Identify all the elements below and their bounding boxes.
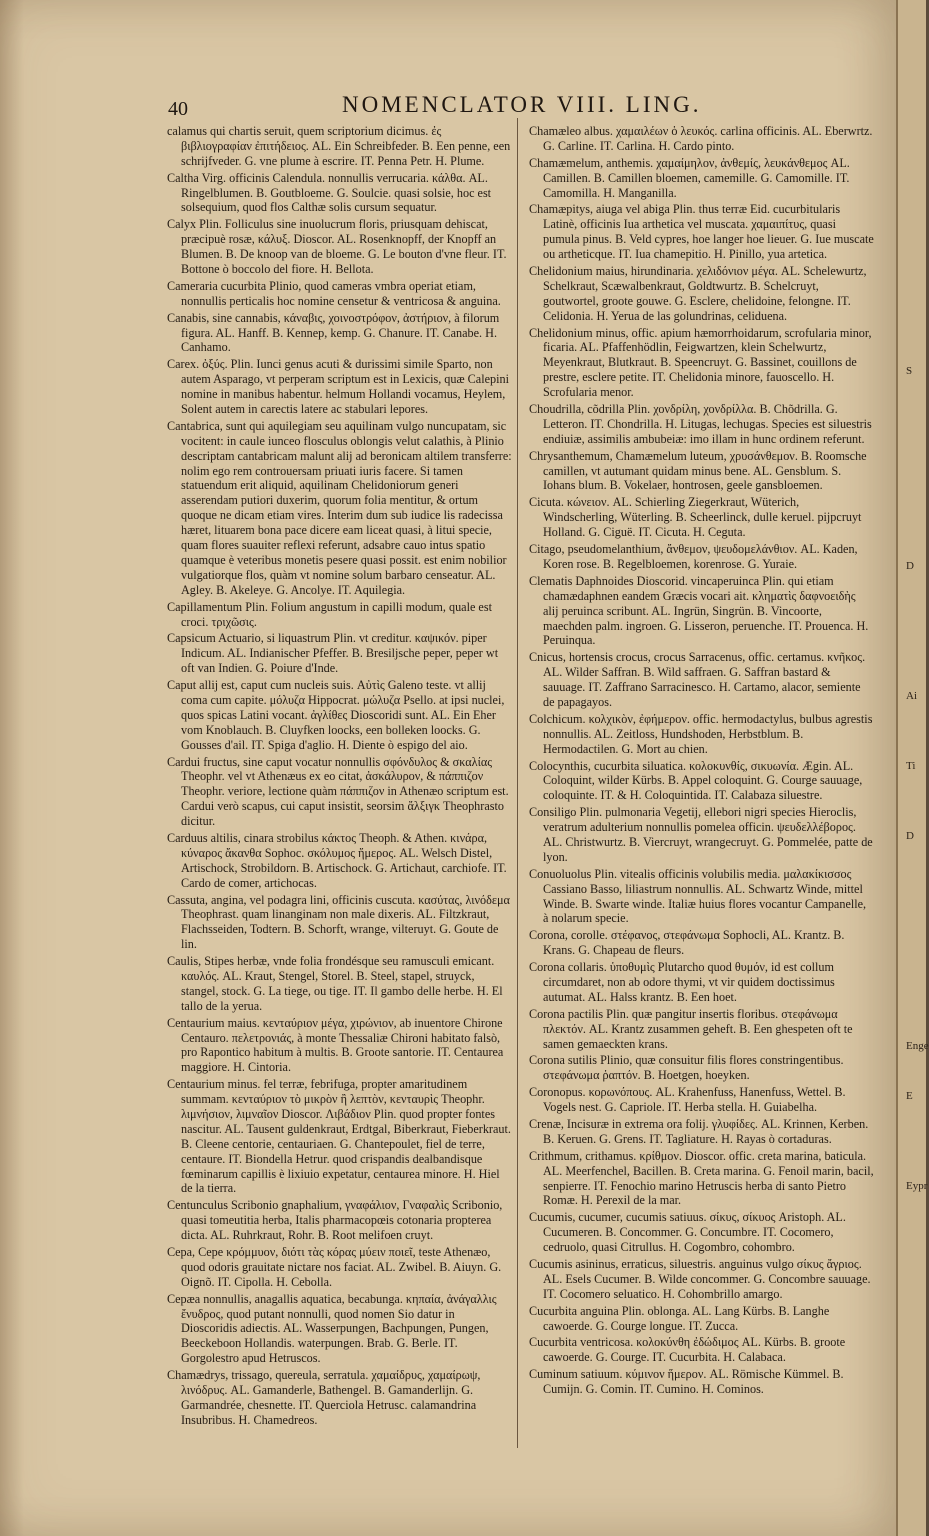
dictionary-entry: Cucumis asininus, erraticus, siluestris. anguinus vulgo σίκυς ἄγριος. AL. Esels Cucumer. B. Wilde concommer. G. Concombre sauuage. IT. Cocomero seluatico. H. Cohombrillo amargo. bbox=[529, 1257, 871, 1301]
next-page-fragment: Ti bbox=[906, 760, 916, 772]
dictionary-entry: Caulis, Stipes herbæ, vnde folia frondésque seu ramusculi emicant. καυλός. AL. Kraut, Stengel, Storel. B. Steel, stapel, struyck, stangel, stock. G. La tiege, ou tige. IT. Il gambo delle herbe. H. El tallo de la yerua. bbox=[167, 954, 503, 1013]
dictionary-entry: Cepæa nonnullis, anagallis aquatica, becabunga. κηπαία, ἀνάγαλλις ἔνυδρος, quod putant nonnulli, quod nomen Sio datur in Dioscoridis adiectis. AL. Wasserpungen, Bachpungen, Pungen, Beeckeboon Hollandis. waterpungen. Brab. G. Berle. IT. Gorgolestro apud Hetruscos. bbox=[167, 1291, 497, 1366]
dictionary-entry: Cassuta, angina, vel podagra lini, officinis cuscuta. κασύτας, λινόδεμα Theophrast. quam linanginam non male dixeris. AL. Filtzkraut, Flachsseiden, Todtern. B. Schorft, wrange, vilteruyt. G. Goute de lin. bbox=[167, 892, 510, 952]
dictionary-entry: Centunculus Scribonio gnaphalium, γναφάλιον, Γναφαλὶς Scribonio, quasi tomeutitia herba, Italis pharmacopœis cotonaria propterea dicta. AL. Ruhrkraut, Rohr. B. Root melifoen cruyt. bbox=[167, 1198, 503, 1243]
dictionary-entry: Citago, pseudomelanthium, ἄνθεμον, ψευδομελάνθιον. AL. Kaden, Koren rose. B. Regelbloemen, korenrose. G. Yuraie. bbox=[529, 542, 858, 571]
right-column bbox=[529, 124, 874, 1399]
dictionary-entry: Cucurbita ventricosa. κολοκύνθη ἐδώδιμος AL. Kürbs. B. groote cawoerde. G. Courge. IT. Cucurbita. H. Calabaca. bbox=[529, 1335, 846, 1365]
dictionary-entry: Consiligo Plin. pulmonaria Vegetij, ellebori nigri species Hieroclis, veratrum adulterium nonnullis pomelea officin. ψευδελλέβορος. AL. Christwurtz. B. Viercruyt, wrangecruyt. G. Pommelée, patte de lyon. bbox=[529, 805, 873, 864]
dictionary-entry: Cameraria cucurbita Plinio, quod cameras vmbra operiat etiam, nonnullis perticalis hoc nomine censetur & ventricosa & anguina. bbox=[167, 278, 501, 308]
dictionary-entry: Chelidonium maius, hirundinaria. χελιδόνιον μέγα. AL. Schelewurtz, Schelkraut, Scæwalbenkraut, Goldtwurtz. B. Schelcruyt, goutwortel, groote gouwe. G. Esclere, chelidoine, felongne. IT. Celidonia. H. Yerua de las golundrinas, celiduena. bbox=[529, 264, 867, 323]
page-number: 40 bbox=[168, 98, 188, 120]
next-page-fragment: D bbox=[906, 830, 914, 842]
dictionary-entry: Crithmum, crithamus. κρίθμον. Dioscor. offic. creta marina, baticula. AL. Meerfenchel, Bacillen. B. Creta marina. G. Fenoil marin, bacil, senpierre. IT. Fenochio marino Hetruscis herba di santo Pietro Romæ. H. Perexil de la mar. bbox=[529, 1148, 874, 1208]
dictionary-entry: Centaurium minus. fel terræ, febrifuga, propter amaritudinem summam. κενταύριον τὸ μικρὸν ἢ λεπτὸν, κενταυρὶς Theophr. λιμνήσιον, λιμναῖον Dioscor. Λιβάδιον Plin. quod propter fontes nascitur. AL. Tausent guldenkraut, Erdtgal, Biberkraut, Fieberkraut. B. Cleene centorie, centauriaen. G. Chantepoulet, fiel de terre, centaure. IT. Biondella Hetrur. quod crispandis dealbandisque fœminarum capillis è lixiuio expetatur, centaurea minore. H. Hiel de la tierra. bbox=[167, 1077, 511, 1196]
dictionary-entry: Corona, corolle. στέφανος, στεφάνωμα Sophocli, AL. Krantz. B. Krans. G. Chapeau de fleurs. bbox=[529, 928, 845, 958]
dictionary-entry: Chamæmelum, anthemis. χαμαίμηλον, ἀνθεμίς, λευκάνθεμος AL. Camillen. B. Camillen bloemen, camemille. G. Camomille. IT. Camomilla. H. Manganilla. bbox=[529, 155, 850, 200]
next-page-fragment: S bbox=[906, 365, 913, 377]
gutter-shadow bbox=[0, 0, 24, 1536]
dictionary-entry: Coronopus. κορωνόπους. AL. Krahenfuss, Hanenfuss, Wettel. B. Vogels nest. G. Capriole. IT. Herba stella. H. Guiabelha. bbox=[529, 1085, 846, 1115]
next-page-fragment: E bbox=[906, 1090, 913, 1102]
dictionary-entry: Cardui fructus, sine caput vocatur nonnullis σφόνδυλος & σκαλίας Theophr. vel vt Athenæus ex eo citat, ἀσκάλυρον, & πάππιζον Theophr. veriore, lectione quàm πάππιζον in Athenæo scriptum est. Cardui verò scapus, cui caput insistit, seorsim ἄλξιγκ Theophrasto dicitur. bbox=[167, 754, 509, 829]
dictionary-entry: Calyx Plin. Folliculus sine inuolucrum floris, priusquam dehiscat, præcipuè rosæ, κάλυξ. Dioscor. AL. Rosenknopff, der Knopff an Blumen. B. De knoop van de bloeme. G. Le bouton d'vne fleur. IT. Bottone ò boccolo del fiore. H. Bellota. bbox=[167, 217, 507, 277]
next-page-fragment: Eypr bbox=[906, 1180, 928, 1192]
dictionary-entry: Choudrilla, cõdrilla Plin. χονδρίλη, χονδρίλλα. B. Chõdrilla. G. Letteron. IT. Chondrilla. H. Litugas, lechugas. Species est siluestris endiuiæ, assimilis ambubeiæ: imo illam in hunc ordinem referunt. bbox=[529, 402, 872, 446]
dictionary-entry: Caput allij est, caput cum nucleis suis. Αὐτὶς Galeno teste. vt allij coma cum capite. μόλυζα Hippocrat. μώλυζα Psello. at ipsi nuclei, quos spicas Latini vocant. ἀγλίθες Dioscoridi sunt. AL. Ein Eher vom Knoblauch. B. Cluyfken loocks, een bolleken loocks. G. Gousses d'ail. IT. Spiga d'aglio. H. Diente ò espigo del aio. bbox=[167, 678, 505, 752]
column-divider bbox=[517, 118, 518, 1448]
dictionary-entry: Canabis, sine cannabis, κάναβις, χοινοστρόφον, ἀστήριον, à filorum figura. AL. Hanff. B. Kennep, kemp. G. Chanure. IT. Canabe. H. Canhamo. bbox=[167, 310, 500, 355]
dictionary-entry: Clematis Daphnoides Dioscorid. vincaperuinca Plin. qui etiam chamædaphnen eandem Græcis vocari ait. κληματὶς δαφνοειδὴς alij peruinca scribunt. AL. Ingrün, Singrün. B. Vincoorte, maechden palm. ingroen. G. Lisseron, peruenche. IT. Prouenca. H. Peruinqua. bbox=[529, 573, 869, 648]
dictionary-entry: Capsicum Actuario, si liquastrum Plin. vt creditur. καψικόν. piper Indicum. AL. Indianischer Pfeffer. B. Bresiljsche peper, peper wt oft van Indien. G. Poiure d'Inde. bbox=[167, 631, 499, 676]
running-title: NOMENCLATOR VIII. LING. bbox=[342, 92, 702, 117]
adjacent-page-edge bbox=[896, 0, 929, 1536]
dictionary-entry: Chamæpitys, aiuga vel abiga Plin. thus terræ Eid. cucurbitularis Latinè, officinis Iua arthetica vel muscata. χαμαιπίτυς, quasi pumula pinus. B. Veld cypres, hoe langer hoe lieuer. G. Iue muscate ou artheticque. IT. Iua chamepitio. H. Pinillo, yua artetica. bbox=[529, 202, 874, 262]
dictionary-entry: Corona pactilis Plin. quæ pangitur insertis floribus. στεφάνωμα πλεκτόν. AL. Krantz zusammen geheft. B. Een ghespeten oft te samen gemaeckten krans. bbox=[529, 1006, 853, 1051]
dictionary-entry: Corona collaris. ὑποθυμὶς Plutarcho quod θυμόν, id est collum circumdaret, non ab odore thymi, vt vir quidem doctissimus autumat. AL. Halss krantz. B. Een hoet. bbox=[529, 960, 835, 1004]
dictionary-entry: Caltha Virg. officinis Calendula. nonnullis verrucaria. κάλθα. AL. Ringelblumen. B. Goutbloeme. G. Soulcie. quasi solsie, hoc est solsequium, quod flos Calthæ solis cursum sequatur. bbox=[167, 170, 492, 215]
dictionary-entry: Carduus altilis, cinara strobilus κάκτος Theoph. & Athen. κινάρα, κύναρος ἄκανθα Sophoc. σκόλυμος ἥμερος. AL. Welsch Distel, Artischock, Strobildorn. B. Artischock. G. Artichaut, carchiofe. IT. Cardo de comer, artichocas. bbox=[167, 830, 507, 890]
dictionary-entry: Corona sutilis Plinio, quæ consuitur filis flores constringentibus. στεφάνωμα ῥαπτόν. B. Hoetgen, hoeyken. bbox=[529, 1053, 844, 1083]
dictionary-entry: Cucumis, cucumer, cucumis satiuus. σίκυς, σίκυος Aristoph. AL. Cucumeren. B. Concommer. G. Concumbre. IT. Cocomero, cedruolo, quasi Citrullus. H. Cogombro, cohombro. bbox=[529, 1210, 846, 1255]
dictionary-entry: Carex. ὀξύς. Plin. Iunci genus acuti & durissimi simile Sparto, non autem Asparago, vt perperam scriptum est in Lexicis, quæ Calepini nomine in manibus habentur. helmum Hollandi vocamus, Heylem, Solent autem in carectis latere ac stabulari lepores. bbox=[167, 357, 509, 417]
left-column bbox=[167, 124, 512, 1430]
next-page-fragment: Enge bbox=[906, 1040, 929, 1052]
dictionary-entry: Colchicum. κολχικὸν, ἐφήμερον. offic. hermodactylus, bulbus agrestis nonnullis. AL. Zeitloss, Hundshoden, Herbstblum. B. Hermodactilen. G. Mort au chien. bbox=[529, 711, 873, 756]
dictionary-entry: Chamædrys, trissago, quereula, serratula. χαμαίδρυς, χαμαίρωψ, λινόδρυς. AL. Gamanderle, Bathengel. B. Gamanderlijn. G. Garmandrée, chesnette. IT. Querciola Hetrusc. calamandrina Insubribus. H. Chamedreos. bbox=[167, 1368, 481, 1427]
dictionary-entry: calamus qui chartis seruit, quem scriptorium dicimus. ἐς βιβλιογραφίαν ἐπιτήδειος. AL. Ein Schreibfeder. B. Een penne, een schrijfveder. G. vne plume à escrire. IT. Penna Petr. H. Plume. bbox=[167, 124, 511, 168]
dictionary-entry: Crenæ, Incisuræ in extrema ora folij. γλυφίδες. AL. Krinnen, Kerben. B. Keruen. G. Grens. IT. Tagliature. H. Rayas ò cortaduras. bbox=[529, 1117, 869, 1146]
page-header bbox=[166, 92, 896, 122]
dictionary-entry: Conuoluolus Plin. vitealis officinis volubilis media. μαλακίκισσος Cassiano Basso, liliastrum nonnullis. AL. Schwartz Winde, mittel Winde. B. Swarte winde. Italiæ huius flores vocantur Campanelle, à nolarum specie. bbox=[529, 866, 867, 926]
dictionary-entry: Chamæleo albus. χαμαιλέων ὁ λευκός. carlina officinis. AL. Eberwrtz. G. Carline. IT. Carlina. H. Cardo pinto. bbox=[529, 124, 873, 153]
dictionary-entry: Capillamentum Plin. Folium angustum in capilli modum, quale est croci. τριχῶσις. bbox=[167, 599, 492, 629]
dictionary-entry: Cepa, Cepe κρόμμυον, διότι τὰς κόρας μύειν ποιεῖ, teste Athenæo, quod odoris grauitate nictare nos faciat. AL. Zwibel. B. Aiuyn. G. Oignõ. IT. Cipolla. H. Cebolla. bbox=[167, 1245, 502, 1289]
dictionary-entry: Centaurium maius. κενταύριον μέγα, χιρώνιον, ab inuentore Chirone Centauro. πελετρονιάς, à monte Thessaliæ Chironi habitato falsò, pro Rapontico habitum à multis. B. Groote santorie. IT. Centaurea maggiore. H. Cintoria. bbox=[167, 1015, 504, 1075]
dictionary-entry: Chrysanthemum, Chamæmelum luteum, χρυσάνθεμον. B. Roomsche camillen, vt autumant quidam minus bene. AL. Gensblum. S. Iohans blum. B. Vokelaer, hontrosen, geele gansbloemen. bbox=[529, 448, 867, 493]
dictionary-entry: Cuminum satiuum. κύμινον ἥμερον. AL. Römische Kümmel. B. Cumijn. G. Comin. IT. Cumino. H. Cominos. bbox=[529, 1367, 844, 1397]
dictionary-entry: Chelidonium minus, offic. apium hæmorrhoidarum, scrofularia minor, ficaria. AL. Pfaffenhödlin, Feigwartzen, klein Schelwurtz, Meyenkraut, Blutkraut. B. Speencruyt. G. Bassinet, couillons de prestre, esclere petite. IT. Chelidonia minore, fauoscello. H. Scrofularia menor. bbox=[529, 325, 872, 400]
dictionary-entry: Cantabrica, sunt qui aquilegiam seu aquilinam vulgo nuncupatam, sic vocitent: in caule iunceo flosculus oblongis velut calathis, à Plinio descriptam cantabricam malunt alij ad beronicam altilem transferre: nolim ego rem controuersam priuati iuris facere. Si tamen statuendum erit aliquid, aquilinam Chelidoniorum generi asserendam putiori duxerim, quorum folia mentitur, & ortum quoque ne dicam etiam vires. Interim dum sub iudice lis radecissa hæret, lituarem bona pace dicere eam liceat quasi, à litui specie, quam flores suauiter reflexi referunt, adsabre cauo intus spatio quamque è veteribus monetis pesere quasi possit. est enim nobilior vulgatiorque flos, quàm vt nomine solum barbaro censeatur. AL. Agley. B. Akeleye. G. Ancolye. IT. Aquilegia. bbox=[167, 418, 512, 597]
next-page-fragment: D bbox=[906, 560, 914, 572]
dictionary-entry: Cnicus, hortensis crocus, crocus Sarracenus, offic. certamus. κνῆκος. AL. Wilder Saffran. B. Wild saffraen. G. Saffran bastard & sauuage. IT. Zaffrano Sarracinesco. H. Cartamo, alacor, semiente de papagayos. bbox=[529, 650, 866, 709]
dictionary-entry: Colocynthis, cucurbita siluatica. κολοκυνθίς, σικυωνία. Ægin. AL. Coloquint, wilder Kürbs. B. Appel coloquint. G. Courge sauuage, coloquinte. IT. & H. Coloquintida. IT. Calabaza siluestre. bbox=[529, 758, 863, 803]
next-page-fragment: Ai bbox=[906, 690, 917, 702]
dictionary-entry: Cucurbita anguina Plin. oblonga. AL. Lang Kürbs. B. Langhe cawoerde. G. Courge longue. IT. Zucca. bbox=[529, 1303, 830, 1333]
dictionary-entry: Cicuta. κώνειον. AL. Schierling Ziegerkraut, Wüterich, Windscherling, Wüterling. B. Scheerlinck, dulle keruel. pijpcruyt Holland. G. Ciguë. IT. Cicuta. H. Ceguta. bbox=[529, 495, 862, 540]
